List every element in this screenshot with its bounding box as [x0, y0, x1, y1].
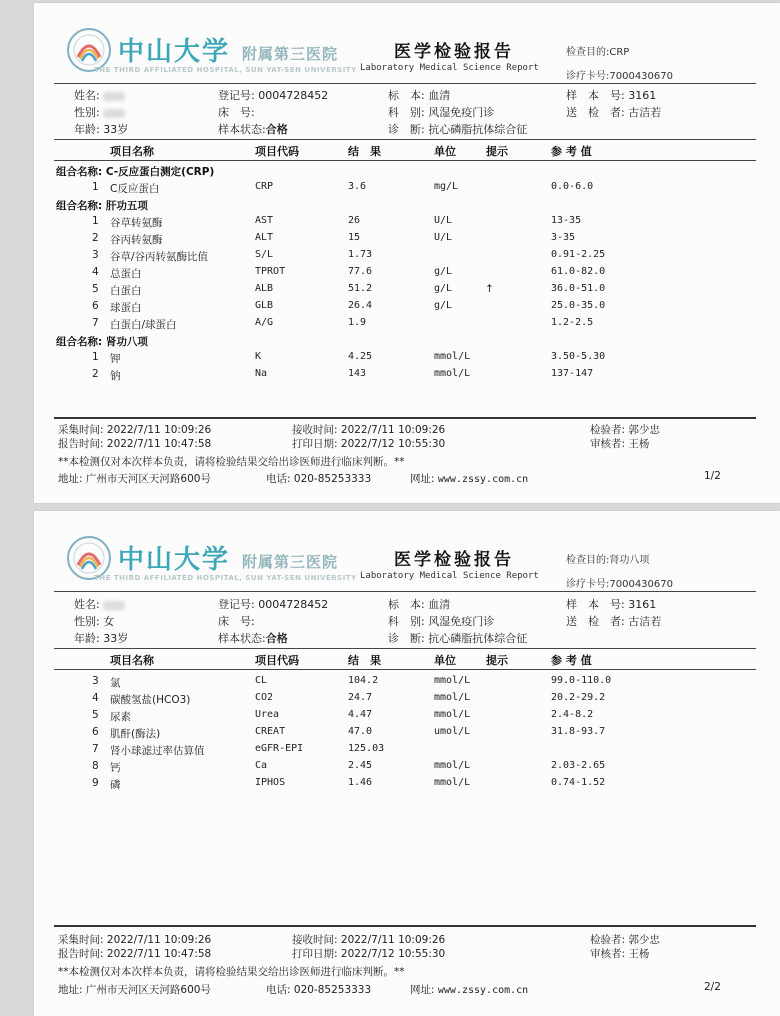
cell-ref: 3.50-5.30	[551, 351, 606, 362]
registration-field: 登记号: 0004728452	[218, 89, 329, 102]
col-result: 结 果	[348, 145, 381, 158]
cell-result: 143	[348, 368, 367, 379]
patient-age-field: 年龄: 33岁	[74, 123, 129, 136]
cell-flag: ↑	[485, 283, 494, 295]
hospital-branch-name: 附属第三医院	[242, 45, 339, 63]
cell-code: CO2	[255, 692, 274, 703]
cell-name: 总蛋白	[110, 268, 142, 280]
cell-ref: 1.2-2.5	[551, 317, 594, 328]
cell-unit: mmol/L	[434, 709, 471, 720]
cell-ref: 0.91-2.25	[551, 249, 606, 260]
receive-time: 接收时间: 2022/7/11 10:09:26	[292, 934, 446, 946]
cell-name: 白蛋白	[110, 285, 142, 297]
cell-result: 4.47	[348, 709, 373, 720]
cell-code: ALB	[255, 283, 274, 294]
col-unit: 单位	[434, 145, 456, 158]
cell-code: Urea	[255, 709, 280, 720]
cell-name: C反应蛋白	[110, 183, 160, 195]
phone: 电话: 020-85253333	[266, 984, 372, 996]
cell-code: K	[255, 351, 262, 362]
result-row	[34, 351, 780, 368]
result-row	[34, 692, 780, 709]
result-row	[34, 266, 780, 283]
col-hint: 提示	[486, 145, 508, 158]
cell-no: 3	[92, 675, 99, 687]
result-row	[34, 232, 780, 249]
cell-name: 肾小球滤过率估算值	[110, 745, 205, 757]
cell-no: 1	[92, 351, 99, 363]
diagnosis-field: 诊 断: 抗心磷脂抗体综合征	[388, 123, 528, 136]
cell-no: 6	[92, 726, 99, 738]
cell-result: 3.6	[348, 181, 367, 192]
cell-result: 47.0	[348, 726, 373, 737]
cell-unit: g/L	[434, 266, 453, 277]
cell-unit: mmol/L	[434, 692, 471, 703]
cell-unit: mmol/L	[434, 368, 471, 379]
cell-ref: 25.0-35.0	[551, 300, 606, 311]
cell-no: 5	[92, 709, 99, 721]
sample-number-field: 样 本 号: 3161	[566, 598, 657, 611]
cell-result: 26.4	[348, 300, 373, 311]
cell-name: 氯	[110, 677, 121, 689]
footer-rule	[54, 417, 756, 419]
tester: 检验者: 郭少忠	[590, 934, 660, 946]
cell-unit: mg/L	[434, 181, 459, 192]
cell-ref: 137-147	[551, 368, 594, 379]
cell-code: TPROT	[255, 266, 286, 277]
print-time: 打印日期: 2022/7/12 10:55:30	[292, 948, 446, 960]
cell-name: 球蛋白	[110, 302, 142, 314]
cell-code: CRP	[255, 181, 274, 192]
cell-ref: 3-35	[551, 232, 576, 243]
cell-ref: 0.0-6.0	[551, 181, 594, 192]
group-title: 组合名称: 肾功八项	[56, 336, 148, 348]
department-field: 科 别: 风湿免疫门诊	[388, 615, 495, 628]
col-item-name: 项目名称	[110, 654, 154, 667]
cell-result: 125.03	[348, 743, 385, 754]
result-row	[34, 709, 780, 726]
hospital-branch-name: 附属第三医院	[242, 553, 339, 571]
result-row	[34, 368, 780, 385]
cell-code: CREAT	[255, 726, 286, 737]
result-row	[34, 181, 780, 198]
page-number: 1/2	[704, 470, 721, 482]
result-row	[34, 215, 780, 232]
cell-code: IPHOS	[255, 777, 286, 788]
cell-ref: 13-35	[551, 215, 582, 226]
cell-no: 7	[92, 743, 99, 755]
cell-code: S/L	[255, 249, 274, 260]
cell-name: 谷丙转氨酶	[110, 234, 163, 246]
sender-field: 送 检 者: 古洁若	[566, 106, 662, 119]
cell-result: 77.6	[348, 266, 373, 277]
disclaimer: **本检测仅对本次样本负责，请将检验结果交给出诊医师进行临床判断。**	[58, 456, 405, 468]
cell-no: 4	[92, 266, 99, 278]
tester: 检验者: 郭少忠	[590, 424, 660, 436]
cell-name: 钙	[110, 762, 121, 774]
cell-code: eGFR-EPI	[255, 743, 304, 754]
receive-time: 接收时间: 2022/7/11 10:09:26	[292, 424, 446, 436]
cell-result: 1.73	[348, 249, 373, 260]
cell-name: 磷	[110, 779, 121, 791]
cell-unit: U/L	[434, 232, 453, 243]
cell-no: 8	[92, 760, 99, 772]
cell-ref: 2.4-8.2	[551, 709, 594, 720]
cell-name: 钾	[110, 353, 121, 365]
report-page-1	[34, 3, 780, 503]
cell-code: CL	[255, 675, 268, 686]
cell-code: A/G	[255, 317, 274, 328]
bed-field: 床 号:	[218, 106, 255, 119]
result-row	[34, 777, 780, 794]
reviewer: 审核者: 王杨	[590, 948, 650, 960]
cell-result: 104.2	[348, 675, 379, 686]
collect-time: 采集时间: 2022/7/11 10:09:26	[58, 424, 212, 436]
report-title: 医学检验报告	[394, 550, 514, 570]
table-head-bottom-rule	[54, 669, 756, 670]
cell-unit: g/L	[434, 283, 453, 294]
result-row	[34, 760, 780, 777]
print-time: 打印日期: 2022/7/12 10:55:30	[292, 438, 446, 450]
header-rule	[54, 591, 756, 592]
website: 网址: www.zssy.com.cn	[410, 984, 529, 996]
cell-no: 6	[92, 300, 99, 312]
cell-unit: g/L	[434, 300, 453, 311]
patient-name-field: 姓名:	[74, 87, 125, 103]
cell-name: 尿素	[110, 711, 131, 723]
cell-result: 1.46	[348, 777, 373, 788]
report-time: 报告时间: 2022/7/11 10:47:58	[58, 438, 212, 450]
cell-result: 4.25	[348, 351, 373, 362]
hospital-name: 中山大学	[118, 545, 231, 575]
patient-name-field: 姓名:	[74, 596, 125, 612]
cell-ref: 20.2-29.2	[551, 692, 606, 703]
result-row	[34, 726, 780, 743]
col-item-name: 项目名称	[110, 145, 154, 158]
cell-name: 白蛋白/球蛋白	[110, 319, 177, 331]
cell-ref: 36.0-51.0	[551, 283, 606, 294]
card-number: 诊疗卡号:7000430670	[566, 579, 673, 590]
cell-result: 24.7	[348, 692, 373, 703]
sample-state-field: 样本状态:合格	[218, 123, 288, 136]
department-field: 科 别: 风湿免疫门诊	[388, 106, 495, 119]
header-rule	[54, 83, 756, 84]
collect-time: 采集时间: 2022/7/11 10:09:26	[58, 934, 212, 946]
cell-no: 5	[92, 283, 99, 295]
cell-no: 2	[92, 232, 99, 244]
table-head-top-rule	[54, 139, 756, 140]
col-reference: 参 考 值	[551, 145, 592, 158]
sample-number-field: 样 本 号: 3161	[566, 89, 657, 102]
redacted-name	[103, 92, 125, 101]
cell-result: 15	[348, 232, 361, 243]
group-title: 组合名称: 肝功五项	[56, 200, 148, 212]
bed-field: 床 号:	[218, 615, 255, 628]
col-reference: 参 考 值	[551, 654, 592, 667]
cell-unit: mmol/L	[434, 760, 471, 771]
table-head-top-rule	[54, 648, 756, 649]
cell-unit: mmol/L	[434, 777, 471, 788]
exam-purpose: 检查目的:CRP	[566, 47, 630, 58]
reviewer: 审核者: 王杨	[590, 438, 650, 450]
cell-no: 9	[92, 777, 99, 789]
diagnosis-field: 诊 断: 抗心磷脂抗体综合征	[388, 632, 528, 645]
col-item-code: 项目代码	[255, 654, 299, 667]
report-page-2	[34, 511, 780, 1016]
specimen-field: 标 本: 血清	[388, 598, 451, 611]
sender-field: 送 检 者: 古洁若	[566, 615, 662, 628]
specimen-field: 标 本: 血清	[388, 89, 451, 102]
cell-code: ALT	[255, 232, 274, 243]
result-row	[34, 249, 780, 266]
cell-name: 碳酸氢盐(HCO3)	[110, 694, 191, 706]
report-subtitle: Laboratory Medical Science Report	[360, 571, 539, 581]
cell-no: 2	[92, 368, 99, 380]
cell-result: 1.9	[348, 317, 367, 328]
cell-no: 3	[92, 249, 99, 261]
cell-unit: mmol/L	[434, 351, 471, 362]
card-number: 诊疗卡号:7000430670	[566, 71, 673, 82]
result-row	[34, 743, 780, 760]
result-row	[34, 317, 780, 334]
cell-no: 4	[92, 692, 99, 704]
col-result: 结 果	[348, 654, 381, 667]
page-number: 2/2	[704, 981, 721, 993]
col-item-code: 项目代码	[255, 145, 299, 158]
cell-code: AST	[255, 215, 274, 226]
group-title: 组合名称: C-反应蛋白测定(CRP)	[56, 166, 215, 178]
registration-field: 登记号: 0004728452	[218, 598, 329, 611]
cell-ref: 2.03-2.65	[551, 760, 606, 771]
patient-age-field: 年龄: 33岁	[74, 632, 129, 645]
cell-no: 7	[92, 317, 99, 329]
cell-name: 肌酐(酶法)	[110, 728, 161, 740]
disclaimer: **本检测仅对本次样本负责，请将检验结果交给出诊医师进行临床判断。**	[58, 966, 405, 978]
cell-no: 1	[92, 181, 99, 193]
cell-ref: 61.0-82.0	[551, 266, 606, 277]
result-row	[34, 300, 780, 317]
result-row	[34, 283, 780, 300]
cell-name: 谷草/谷丙转氨酶比值	[110, 251, 209, 263]
cell-code: Ca	[255, 760, 268, 771]
cell-ref: 0.74-1.52	[551, 777, 606, 788]
report-title: 医学检验报告	[394, 42, 514, 62]
cell-unit: umol/L	[434, 726, 471, 737]
address: 地址: 广州市天河区天河路600号	[58, 984, 211, 996]
cell-ref: 31.8-93.7	[551, 726, 606, 737]
address: 地址: 广州市天河区天河路600号	[58, 473, 211, 485]
cell-code: Na	[255, 368, 268, 379]
hospital-english-name: THE THIRD AFFILIATED HOSPITAL, SUN YAT-SEN UNIVERSITY	[94, 66, 357, 74]
cell-no: 1	[92, 215, 99, 227]
hospital-name: 中山大学	[118, 37, 231, 67]
cell-name: 谷草转氨酶	[110, 217, 163, 229]
cell-result: 51.2	[348, 283, 373, 294]
patient-sex-field: 性别: 女	[74, 615, 115, 628]
cell-name: 钠	[110, 370, 121, 382]
cell-unit: mmol/L	[434, 675, 471, 686]
col-unit: 单位	[434, 654, 456, 667]
col-hint: 提示	[486, 654, 508, 667]
hospital-english-name: THE THIRD AFFILIATED HOSPITAL, SUN YAT-SEN UNIVERSITY	[94, 574, 357, 582]
redacted-name	[103, 601, 125, 610]
exam-purpose: 检查目的:肾功八项	[566, 555, 650, 566]
patient-sex-field: 性别:	[74, 104, 125, 120]
cell-code: GLB	[255, 300, 274, 311]
redacted-sex	[103, 109, 125, 118]
cell-result: 2.45	[348, 760, 373, 771]
report-subtitle: Laboratory Medical Science Report	[360, 63, 539, 73]
result-row	[34, 675, 780, 692]
cell-ref: 99.0-110.0	[551, 675, 612, 686]
footer-rule	[54, 925, 756, 927]
report-time: 报告时间: 2022/7/11 10:47:58	[58, 948, 212, 960]
website: 网址: www.zssy.com.cn	[410, 473, 529, 485]
cell-unit: U/L	[434, 215, 453, 226]
phone: 电话: 020-85253333	[266, 473, 372, 485]
cell-result: 26	[348, 215, 361, 226]
sample-state-field: 样本状态:合格	[218, 632, 288, 645]
table-head-bottom-rule	[54, 160, 756, 161]
